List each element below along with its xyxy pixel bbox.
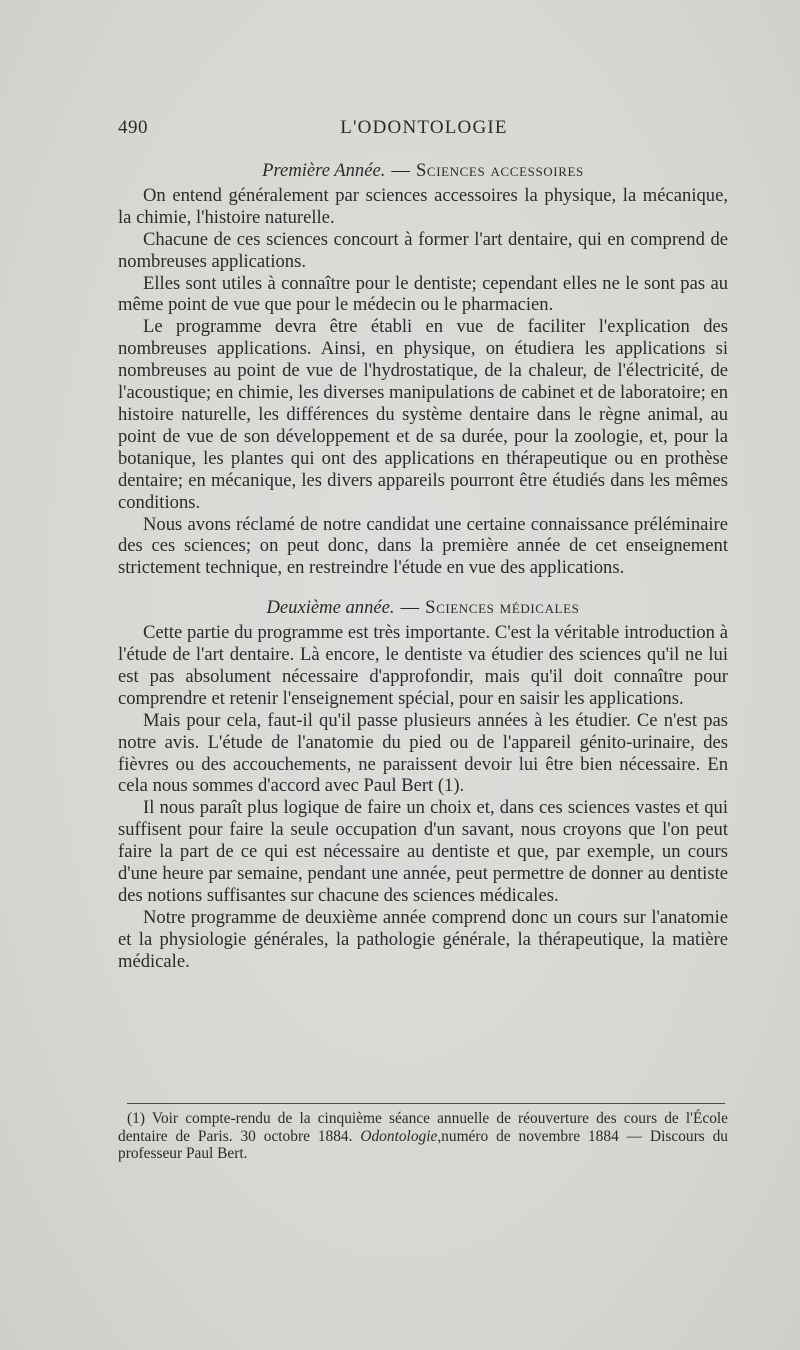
section-heading-second-year (118, 597, 728, 619)
section-subject: Sciences accessoires (415, 160, 584, 181)
footnote-marker: (1) (127, 1110, 145, 1127)
page-header (118, 117, 730, 147)
paragraph: Le programme devra être établi en vue de faciliter l'explication des nombreuses applications. Ainsi, en physique, on étudiera les applications si nombreuses au point de vue de l'hydrostatique, de la chaleur, de l'électricité, de l'acoustique; en chimie, les diverses manipulations de cabinet et de laboratoire; en histoire naturelle, les différences du système dentaire dans le règne animal, au point de vue de son développement et de sa durée, pour la zoologie, et, pour la botanique, les plantes qui ont des applications en thérapeutique ou en prothèse dentaire; en mécanique, les divers appareils pourront être étudiés dans les mêmes conditions. (118, 316, 728, 513)
footnote (118, 1110, 728, 1163)
paragraph: Elles sont utiles à connaître pour le dentiste; cependant elles ne le sont pas au même point de vue que pour le médecin ou le pharmacien. (118, 272, 728, 316)
footnote-divider (127, 1103, 725, 1104)
section-title: Deuxième année. (266, 597, 395, 619)
section-title: Première Année. (262, 160, 386, 181)
paragraph: Cette partie du programme est très importante. C'est la véritable introduction à l'étude de l'art dentaire. Là encore, le dentiste va étudier des sciences qu'il ne lui est pas absolument nécessaire d'approfondir, mais qu'il doit connaître pour comprendre et retenir l'enseignement spécial, pour en saisir les applications. (118, 622, 728, 709)
section-heading-first-year (118, 160, 728, 182)
paragraph: Notre programme de deuxième année comprend donc un cours sur l'anatomie et la physiologie générales, la pathologie générale, la thérapeutique, la matière médicale. (118, 906, 728, 972)
footnote-text: Voir compte-rendu de la cinquième séance annuelle de réouverture des cours de l'École dentaire de Paris. 30 octobre 1884. (118, 1110, 728, 1145)
paragraph: Mais pour cela, faut-il qu'il passe plusieurs années à les étudier. Ce n'est pas notre avis. L'étude de l'anatomie du pied ou de l'appareil génito-urinaire, des fièvres ou des accouchements, ne paraissent devoir lui être bien nécessaire. En cela nous sommes d'accord avec Paul Bert (1). (118, 709, 728, 797)
paragraph: Chacune de ces sciences concourt à former l'art dentaire, qui en comprend de nombreuses applications. (118, 228, 728, 272)
main-text (118, 160, 728, 973)
section-subject: Sciences médicales (425, 597, 580, 619)
footnote-text-end: numéro de novembre 1884 — Discours du professeur Paul Bert. (118, 1127, 728, 1162)
page-number: 490 (118, 117, 148, 138)
paragraph: Nous avons réclamé de notre candidat une certaine connaissance préléminaire des ces sciences; on peut donc, dans la première année de cet enseignement strictement technique, en restreindre l'étude en vue des applications. (118, 513, 728, 579)
heading-dash: — (391, 160, 410, 181)
paragraph: On entend généralement par sciences accessoires la physique, la mécanique, la chimie, l'histoire naturelle. (118, 184, 728, 228)
paragraph: Il nous paraît plus logique de faire un choix et, dans ces sciences vastes et qui suffisent pour faire la seule occupation d'un savant, nous croyons que l'on peut faire la part de ce qui est nécessaire au dentiste et que, par exemple, un cours d'une heure par semaine, pendant une année, peut permettre de donner au dentiste des notions suffisantes sur chacune des sciences médicales. (118, 797, 728, 906)
running-title: L'ODONTOLOGIE (340, 117, 508, 138)
heading-dash: — (400, 597, 420, 619)
footnote-journal-title: Odontologie, (360, 1127, 442, 1145)
